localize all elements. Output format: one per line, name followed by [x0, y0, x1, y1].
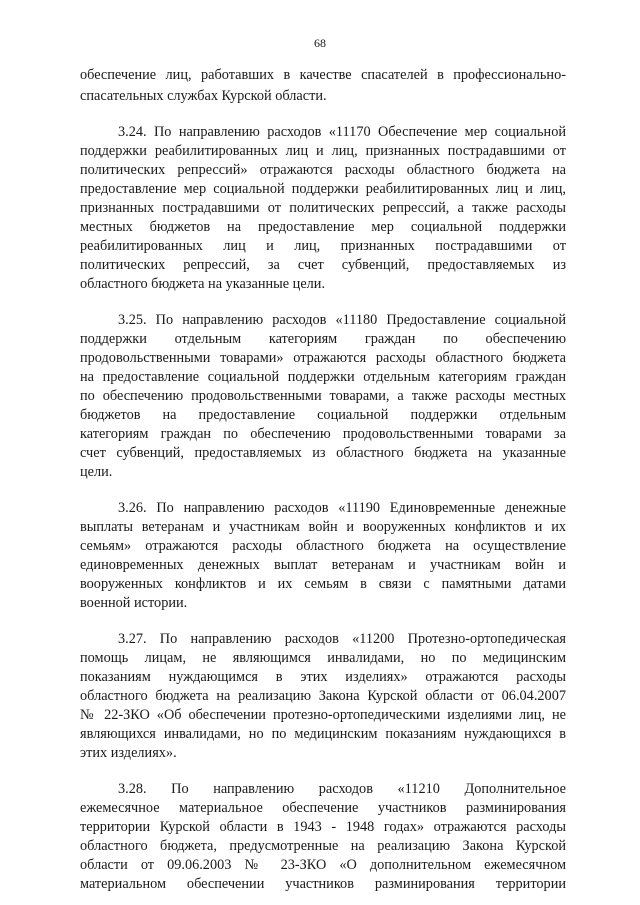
- text-line: показаниям нуждающимся в этих изделиях» отражаются расходы: [80, 669, 566, 685]
- text-line: материальном обеспечении участников разминирования территории: [80, 876, 566, 892]
- text-line: помощь лицам, не являющимся инвалидами, но по медицинским: [80, 650, 566, 666]
- text-line: местных бюджетов на предоставление мер социальной поддержки: [80, 219, 566, 235]
- text-line: вооруженных конфликтов и их семьям в связи с памятными датами: [80, 576, 566, 592]
- text-line: № 22-ЗКО «Об обеспечении протезно-ортопедическими изделиями лиц, не: [80, 707, 566, 723]
- text-line: областного бюджета, предусмотренные на реализацию Закона Курской: [80, 838, 566, 854]
- text-line: признанных пострадавшими от политических репрессий, а также расходы: [80, 200, 566, 216]
- text-line: военной истории.: [80, 595, 188, 611]
- text-line: поддержки отдельным категориям граждан по обеспечению: [80, 331, 566, 347]
- text-line: ежемесячное материальное обеспечение участников разминирования: [80, 800, 566, 816]
- text-line: выплаты ветеранам и участникам войн и вооруженных конфликтов и их: [80, 519, 566, 535]
- text-line: политических репрессий, за счет субвенций, предоставляемых из: [80, 257, 566, 273]
- text-line: обеспечение лиц, работавших в качестве спасателей в профессионально-: [80, 67, 566, 83]
- text-line: по обеспечению продовольственными товарами, а также расходы местных: [80, 388, 566, 404]
- text-line: областного бюджета на указанные цели.: [80, 276, 326, 292]
- text-line: категориям граждан по обеспечению продовольственными товарами за: [80, 426, 566, 442]
- paragraph-3-25-first-line: 3.25. По направлению расходов «11180 Предоставление социальной: [118, 312, 566, 328]
- paragraph-3-24-first-line: 3.24. По направлению расходов «11170 Обеспечение мер социальной: [118, 124, 566, 140]
- text-line: предоставление мер социальной поддержки реабилитированных лиц и лиц,: [80, 181, 566, 197]
- text-line: продовольственными товарами» отражаются расходы областного бюджета: [80, 350, 566, 366]
- text-line: спасательных службах Курской области.: [80, 88, 327, 104]
- text-line: являющихся инвалидами, но по медицинским показаниям нуждающихся в: [80, 726, 566, 742]
- paragraph-3-28-first-line: 3.28. По направлению расходов «11210 Дополнительное: [118, 781, 566, 797]
- text-line: счет субвенций, предоставляемых из областного бюджета на указанные: [80, 445, 566, 461]
- text-line: цели.: [80, 464, 113, 480]
- text-line: поддержки реабилитированных лиц и лиц, признанных пострадавшими от: [80, 143, 566, 159]
- text-line: областного бюджета на реализацию Закона Курской области от 06.04.2007: [80, 688, 566, 704]
- text-line: этих изделиях».: [80, 745, 177, 761]
- text-line: на предоставление социальной поддержки отдельным категориям граждан: [80, 369, 566, 385]
- paragraph-3-27-first-line: 3.27. По направлению расходов «11200 Протезно-ортопедическая: [118, 631, 566, 647]
- text-line: области от 09.06.2003 № 23-ЗКО «О дополнительном ежемесячном: [80, 857, 566, 873]
- page-number: 68: [314, 36, 326, 50]
- text-line: единовременных денежных выплат ветеранам и участникам войн и: [80, 557, 566, 573]
- text-line: бюджетов на предоставление социальной поддержки отдельным: [80, 407, 566, 423]
- text-line: реабилитированных лиц и лиц, признанных пострадавшими от: [80, 238, 566, 254]
- text-line: политических репрессий» отражаются расходы областного бюджета на: [80, 162, 566, 178]
- paragraph-3-26-first-line: 3.26. По направлению расходов «11190 Единовременные денежные: [118, 500, 566, 516]
- text-line: семьям» отражаются расходы областного бюджета на осуществление: [80, 538, 566, 554]
- text-line: территории Курской области в 1943 - 1948 годах» отражаются расходы: [80, 819, 566, 835]
